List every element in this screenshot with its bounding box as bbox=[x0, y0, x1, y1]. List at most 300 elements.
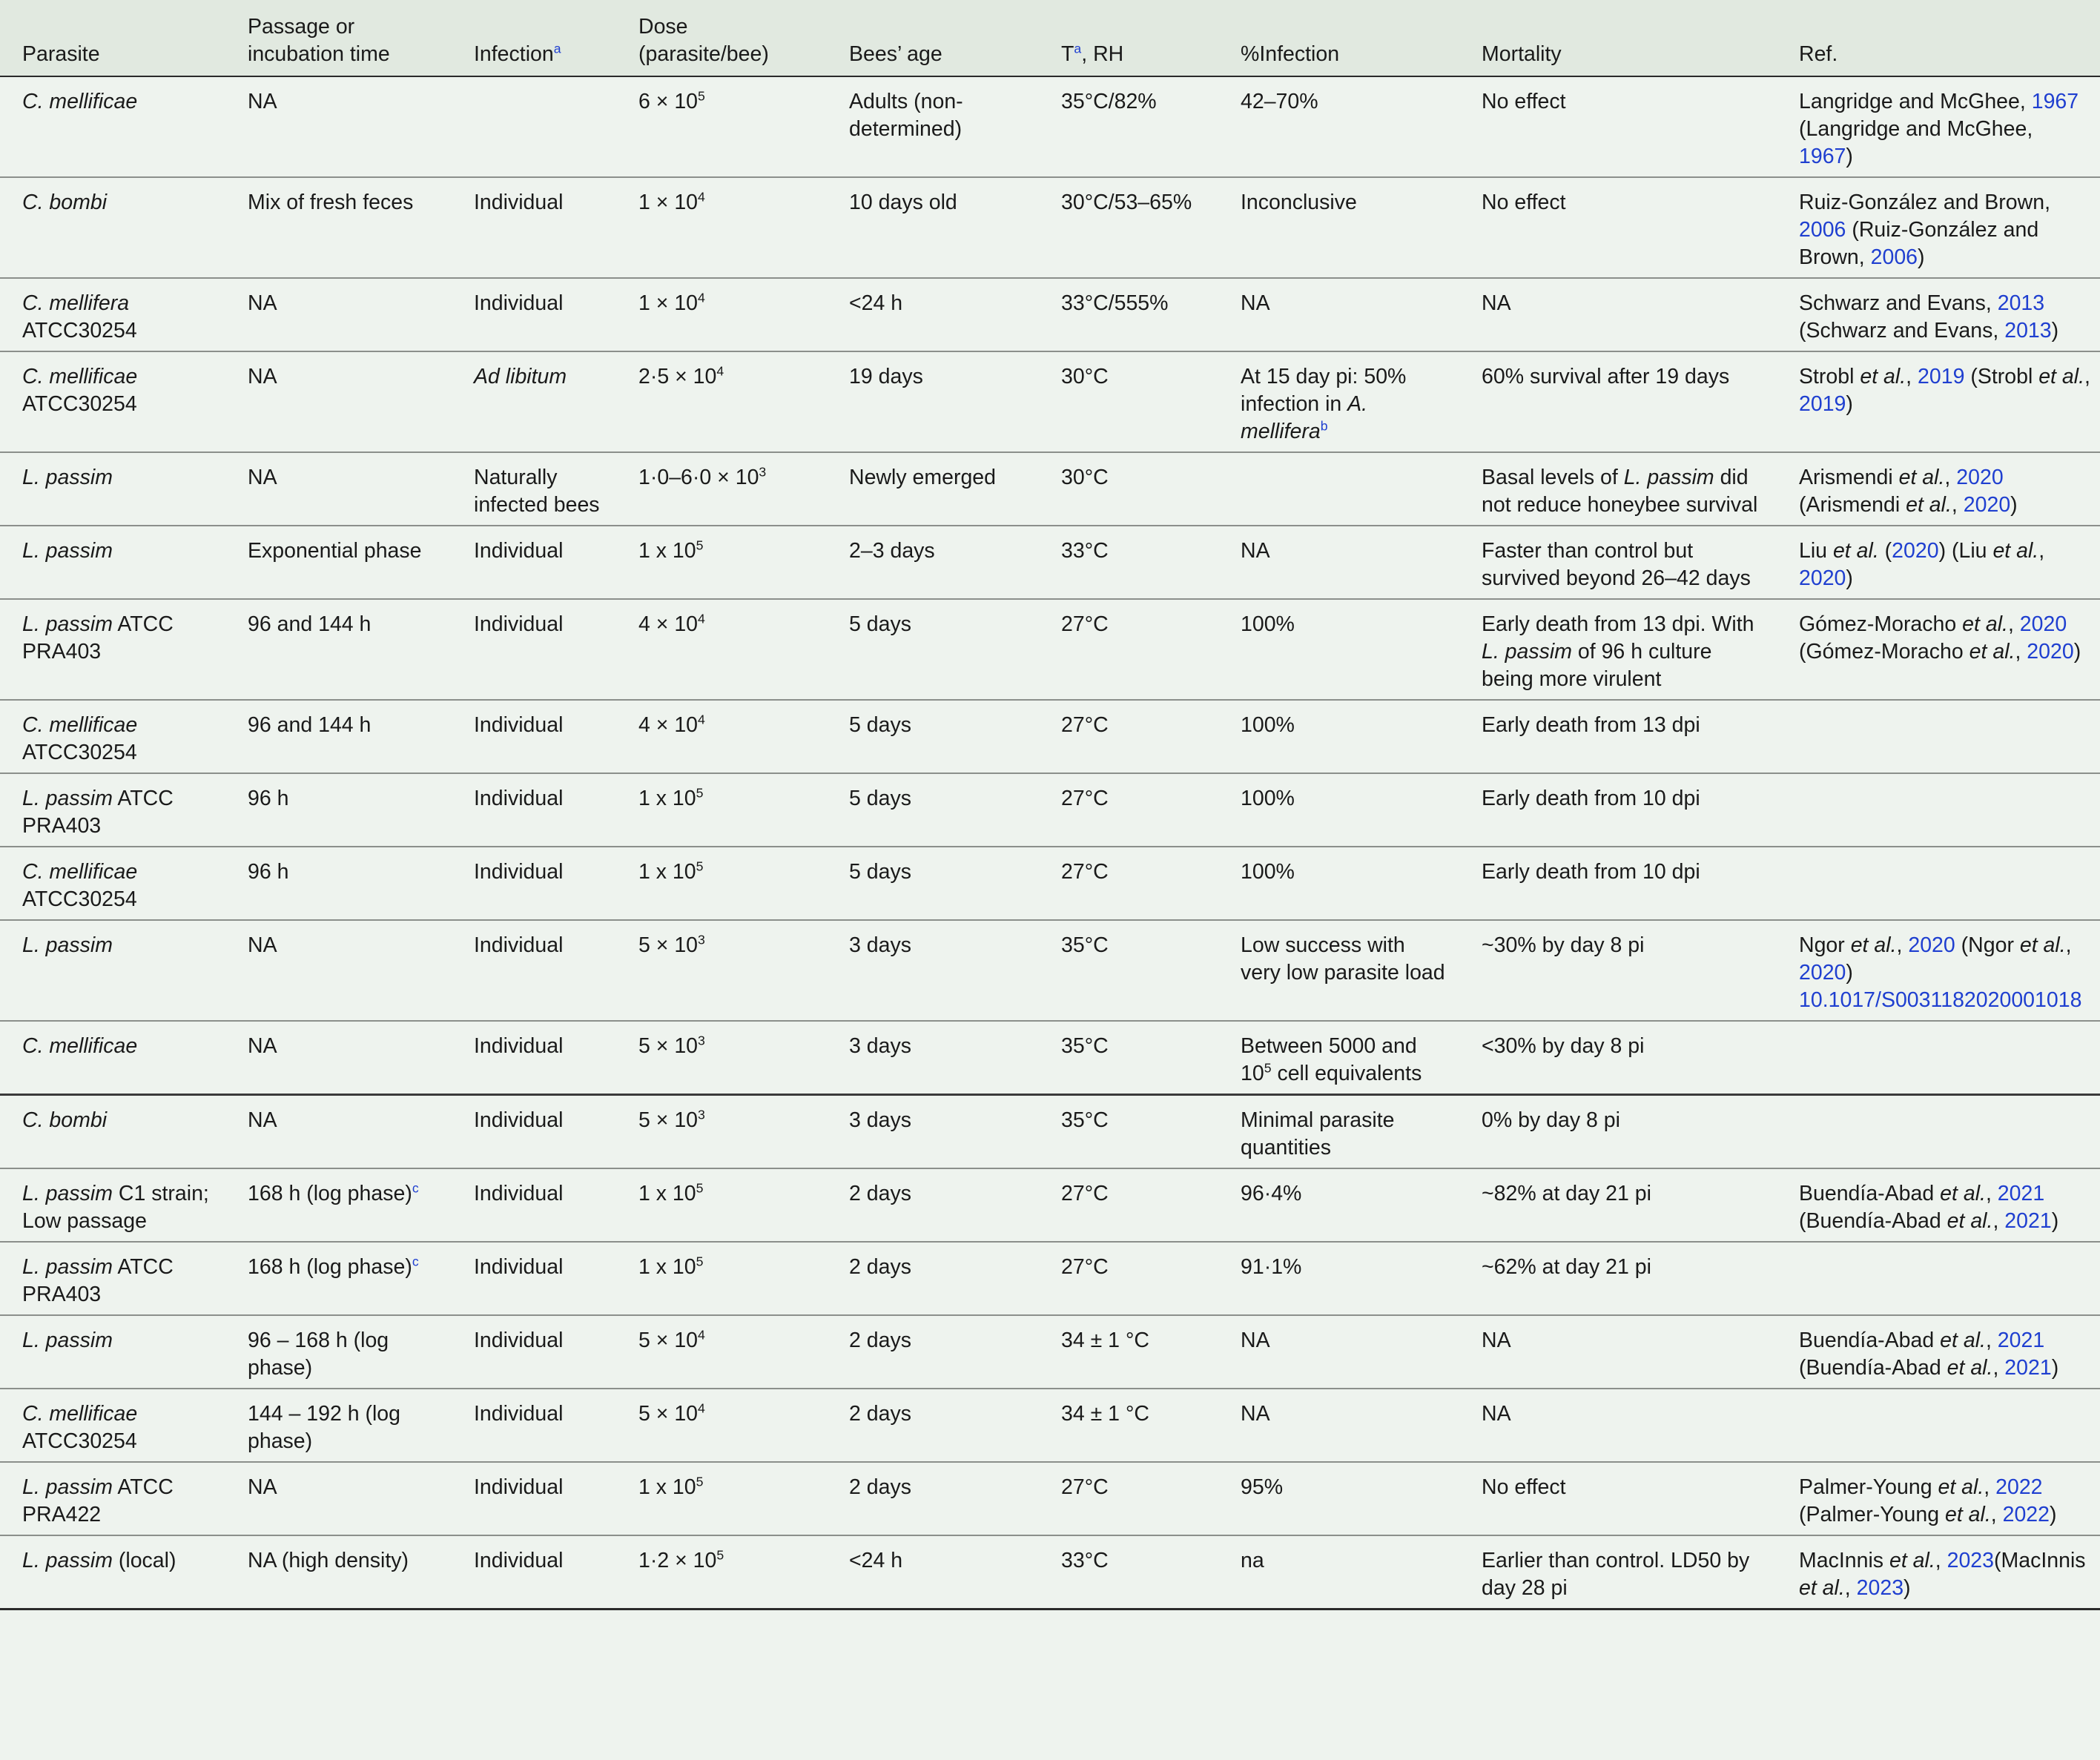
dose-exponent: 5 bbox=[698, 88, 705, 104]
percent-infection-text: NA bbox=[1241, 539, 1270, 563]
passage-text: 168 h (log phase) bbox=[248, 1255, 412, 1279]
ref-author: Buendía-Abad et al., bbox=[1799, 1329, 1998, 1352]
cell-infection bbox=[452, 177, 616, 278]
cell-ref bbox=[1777, 1389, 2100, 1462]
cell-temperature bbox=[1039, 920, 1218, 1021]
cell-dose bbox=[616, 1095, 827, 1169]
parasite-species: C. mellificae bbox=[22, 713, 138, 737]
et-al: et al. bbox=[1944, 1503, 1991, 1526]
col-dose: Dose (parasite/bee) bbox=[616, 0, 827, 76]
cell-percent-infection bbox=[1218, 452, 1459, 526]
ref-year-link[interactable]: 2006 bbox=[1799, 218, 1846, 242]
ref-author: Palmer-Young et al., bbox=[1799, 1475, 1996, 1499]
mortality-text: of 96 h culture being more virulent bbox=[1482, 640, 1712, 691]
table-row bbox=[0, 452, 2100, 526]
cell-parasite bbox=[0, 278, 225, 351]
ref-year-link[interactable]: 2019 bbox=[1799, 392, 1846, 416]
cell-temperature bbox=[1039, 1095, 1218, 1169]
ref-year-link[interactable]: 2020 bbox=[1799, 566, 1846, 590]
cell-mortality bbox=[1459, 1462, 1777, 1535]
cell-ref bbox=[1777, 773, 2100, 847]
bees-age-text: <24 h bbox=[849, 1549, 903, 1572]
passage-text: 96 and 144 h bbox=[248, 713, 372, 737]
infection-text: Individual bbox=[474, 1108, 564, 1132]
table-row bbox=[0, 773, 2100, 847]
dose-base: 1·0–6·0 × 10 bbox=[638, 466, 759, 489]
dose-base: 5 × 10 bbox=[638, 1329, 699, 1352]
cell-parasite bbox=[0, 599, 225, 700]
et-al: et al. bbox=[1906, 493, 1952, 517]
footnote-c-link[interactable]: c bbox=[412, 1254, 419, 1269]
cell-ref bbox=[1777, 1315, 2100, 1389]
bees-age-text: Newly emerged bbox=[849, 466, 996, 489]
ref-author: Buendía-Abad et al., bbox=[1799, 1182, 1998, 1205]
cell-age bbox=[827, 351, 1039, 452]
percent-infection-text: 100% bbox=[1241, 713, 1295, 737]
table-row bbox=[0, 1535, 2100, 1610]
ref-close: ) bbox=[2051, 1209, 2059, 1233]
cell-parasite bbox=[0, 1021, 225, 1095]
dose-exponent: 3 bbox=[759, 464, 767, 480]
passage-text: 96 – 168 h (log phase) bbox=[248, 1329, 389, 1380]
parasite-strain: C1 strain; Low passage bbox=[22, 1182, 209, 1233]
bees-age-text: 2 days bbox=[849, 1329, 911, 1352]
cell-temperature bbox=[1039, 526, 1218, 599]
ref-year-link[interactable]: 2019 bbox=[1918, 365, 1965, 388]
cell-ref bbox=[1777, 700, 2100, 773]
ref-year-link[interactable]: 2022 bbox=[1995, 1475, 2043, 1499]
bees-age-text: 3 days bbox=[849, 1034, 911, 1058]
table-header-row bbox=[0, 0, 2100, 76]
ref-author: Schwarz and Evans, bbox=[1799, 291, 1998, 315]
cell-infection bbox=[452, 526, 616, 599]
temperature-text: 35°C bbox=[1061, 933, 1109, 957]
col-mortality: Mortality bbox=[1459, 0, 1777, 76]
percent-infection-text: 100% bbox=[1241, 860, 1295, 884]
ref-year-link[interactable]: 2020 bbox=[2019, 612, 2067, 636]
table-row bbox=[0, 76, 2100, 177]
bees-age-text: 2 days bbox=[849, 1182, 911, 1205]
cell-passage bbox=[225, 351, 452, 452]
footnote-b-link[interactable]: b bbox=[1320, 418, 1328, 434]
cell-percent-infection bbox=[1218, 773, 1459, 847]
dose-base: 4 × 10 bbox=[638, 713, 699, 737]
cell-temperature bbox=[1039, 1462, 1218, 1535]
cell-age bbox=[827, 1315, 1039, 1389]
passage-text: 144 – 192 h (log phase) bbox=[248, 1402, 400, 1453]
mortality-text: No effect bbox=[1482, 1475, 1566, 1499]
cell-dose bbox=[616, 847, 827, 920]
species-italic: L. passim bbox=[1623, 466, 1714, 489]
cell-age bbox=[827, 278, 1039, 351]
ref-author: (Palmer-Young et al., bbox=[1799, 1503, 2003, 1526]
bees-age-text: 10 days old bbox=[849, 191, 957, 214]
cell-dose bbox=[616, 76, 827, 177]
dose-base: 5 × 10 bbox=[638, 1402, 699, 1426]
percent-infection-text: 91·1% bbox=[1241, 1255, 1302, 1279]
cell-ref bbox=[1777, 920, 2100, 1021]
cell-dose bbox=[616, 1021, 827, 1095]
cell-age bbox=[827, 700, 1039, 773]
dose-exponent: 4 bbox=[698, 1327, 705, 1343]
cell-infection bbox=[452, 599, 616, 700]
parasite-species: L. passim bbox=[22, 1329, 113, 1352]
cell-parasite bbox=[0, 1535, 225, 1610]
percent-infection-text: 100% bbox=[1241, 787, 1295, 810]
passage-text: NA bbox=[248, 365, 277, 388]
cell-temperature bbox=[1039, 1242, 1218, 1315]
cell-passage bbox=[225, 278, 452, 351]
parasite-species: C. mellificae bbox=[22, 365, 138, 388]
cell-infection bbox=[452, 847, 616, 920]
et-al: et al. bbox=[1940, 1329, 1986, 1352]
cell-mortality bbox=[1459, 1315, 1777, 1389]
cell-parasite bbox=[0, 526, 225, 599]
dose-base: 1 x 10 bbox=[638, 539, 696, 563]
temperature-text: 27°C bbox=[1061, 713, 1109, 737]
parasite-species: L. passim bbox=[22, 612, 113, 636]
cell-infection bbox=[452, 700, 616, 773]
ref-year-link[interactable]: 2020 bbox=[1799, 961, 1846, 985]
dose-base: 6 × 10 bbox=[638, 90, 699, 113]
cell-ref bbox=[1777, 1242, 2100, 1315]
cell-ref bbox=[1777, 1095, 2100, 1169]
ref-year-link[interactable]: 2013 bbox=[1997, 291, 2045, 315]
et-al: et al. bbox=[1898, 466, 1945, 489]
ref-author: (Strobl et al., bbox=[1964, 365, 2090, 388]
dose-exponent: 3 bbox=[698, 1033, 705, 1048]
percent-infection-text: At 15 day pi: 50% infection in bbox=[1241, 365, 1407, 416]
temperature-text: 27°C bbox=[1061, 1475, 1109, 1499]
parasite-strain: ATCC30254 bbox=[22, 1429, 137, 1453]
infection-text: Individual bbox=[474, 713, 564, 737]
ref-author: (Buendía-Abad et al., bbox=[1799, 1356, 2005, 1380]
cell-parasite bbox=[0, 1389, 225, 1462]
mortality-text: Basal levels of bbox=[1482, 466, 1624, 489]
cell-ref bbox=[1777, 847, 2100, 920]
ref-year-link[interactable]: 2021 bbox=[1997, 1329, 2045, 1352]
cell-temperature bbox=[1039, 847, 1218, 920]
passage-text: NA bbox=[248, 291, 277, 315]
dose-base: 1·2 × 10 bbox=[638, 1549, 717, 1572]
cell-dose bbox=[616, 1535, 827, 1610]
cell-age bbox=[827, 1168, 1039, 1242]
table-row bbox=[0, 1021, 2100, 1095]
ref-close: ) bbox=[1918, 245, 1925, 269]
dose-base: 1 × 10 bbox=[638, 291, 699, 315]
infection-text: Individual bbox=[474, 191, 564, 214]
cell-age bbox=[827, 1535, 1039, 1610]
cell-passage bbox=[225, 76, 452, 177]
dose-exponent: 4 bbox=[698, 1400, 705, 1416]
mortality-text: 60% survival after 19 days bbox=[1482, 365, 1730, 388]
bees-age-text: 2 days bbox=[849, 1255, 911, 1279]
mortality-text: NA bbox=[1482, 1329, 1511, 1352]
cell-age bbox=[827, 599, 1039, 700]
ref-year-link[interactable]: 1967 bbox=[2031, 90, 2079, 113]
percent-infection-text: 95% bbox=[1241, 1475, 1284, 1499]
ref-year-link[interactable]: 2022 bbox=[2002, 1503, 2050, 1526]
mortality-text: NA bbox=[1482, 1402, 1511, 1426]
passage-text: Mix of fresh feces bbox=[248, 191, 414, 214]
dose-exponent: 4 bbox=[698, 189, 705, 205]
temperature-text: 27°C bbox=[1061, 612, 1109, 636]
cell-mortality bbox=[1459, 452, 1777, 526]
parasite-strain: ATCC PRA403 bbox=[22, 1255, 174, 1306]
cell-temperature bbox=[1039, 599, 1218, 700]
temperature-text: 33°C bbox=[1061, 539, 1109, 563]
cell-mortality bbox=[1459, 1389, 1777, 1462]
cell-age bbox=[827, 177, 1039, 278]
cell-age bbox=[827, 76, 1039, 177]
cell-percent-infection bbox=[1218, 1315, 1459, 1389]
temperature-text: 35°C/82% bbox=[1061, 90, 1157, 113]
infection-text: Individual bbox=[474, 1402, 564, 1426]
bees-age-text: 5 days bbox=[849, 612, 911, 636]
cell-ref bbox=[1777, 351, 2100, 452]
cell-dose bbox=[616, 773, 827, 847]
ref-author: Ngor et al., bbox=[1799, 933, 1909, 957]
dose-base: 5 × 10 bbox=[638, 933, 699, 957]
passage-text: NA bbox=[248, 1034, 277, 1058]
cell-ref bbox=[1777, 1462, 2100, 1535]
percent-infection-text: na bbox=[1241, 1549, 1264, 1572]
percent-infection-text: Between 5000 and 10 bbox=[1241, 1034, 1417, 1085]
temperature-text: 27°C bbox=[1061, 787, 1109, 810]
cell-parasite bbox=[0, 1315, 225, 1389]
col-passage: Passage or incubation time bbox=[225, 0, 452, 76]
cell-age bbox=[827, 1462, 1039, 1535]
ref-close: ) bbox=[2073, 640, 2081, 664]
table-row bbox=[0, 920, 2100, 1021]
cell-parasite bbox=[0, 700, 225, 773]
temperature-text: 35°C bbox=[1061, 1034, 1109, 1058]
infection-text: Individual bbox=[474, 787, 564, 810]
ref-year-link[interactable]: 1967 bbox=[1799, 145, 1846, 168]
cell-mortality bbox=[1459, 1168, 1777, 1242]
cell-percent-infection bbox=[1218, 1168, 1459, 1242]
cell-temperature bbox=[1039, 76, 1218, 177]
percent-infection-text: NA bbox=[1241, 1402, 1270, 1426]
dose-base: 1 × 10 bbox=[638, 191, 699, 214]
cell-passage bbox=[225, 599, 452, 700]
dose-exponent: 4 bbox=[698, 611, 705, 626]
ref-author: (Gómez-Moracho et al., bbox=[1799, 640, 2027, 664]
passage-text: NA bbox=[248, 1475, 277, 1499]
ref-year-link[interactable]: 2006 bbox=[1870, 245, 1918, 269]
ref-author: (Langridge and McGhee, bbox=[1799, 117, 2033, 141]
cell-infection bbox=[452, 1168, 616, 1242]
et-al: et al. bbox=[1832, 539, 1879, 563]
infection-text: Individual bbox=[474, 612, 564, 636]
parasite-species: L. passim bbox=[22, 933, 113, 957]
ref-year-link[interactable]: 2020 bbox=[1908, 933, 1955, 957]
ref-close: ) bbox=[2010, 493, 2018, 517]
cell-dose bbox=[616, 1462, 827, 1535]
cell-passage bbox=[225, 177, 452, 278]
cell-passage bbox=[225, 1389, 452, 1462]
ref-year-link[interactable]: 2020 bbox=[1956, 466, 2004, 489]
species-italic: L. passim bbox=[1482, 640, 1572, 664]
infection-text: Naturally infected bees bbox=[474, 466, 600, 517]
cell-percent-infection bbox=[1218, 599, 1459, 700]
ref-author: Langridge and McGhee, bbox=[1799, 90, 2032, 113]
infection-text: Individual bbox=[474, 933, 564, 957]
ref-year-link[interactable]: 2023 bbox=[1856, 1576, 1904, 1600]
mortality-text: Faster than control but survived beyond 26–42 days bbox=[1482, 539, 1751, 590]
pct-exponent: 5 bbox=[1264, 1060, 1272, 1076]
species-italic: A. mellifera bbox=[1241, 392, 1368, 443]
et-al: et al. bbox=[1799, 1576, 1845, 1600]
table-row bbox=[0, 1168, 2100, 1242]
cell-parasite bbox=[0, 452, 225, 526]
cell-mortality bbox=[1459, 1095, 1777, 1169]
cell-dose bbox=[616, 1242, 827, 1315]
ref-author: (Arismendi et al., bbox=[1799, 493, 1964, 517]
ref-year-link[interactable]: 2021 bbox=[1997, 1182, 2045, 1205]
cell-age bbox=[827, 526, 1039, 599]
cell-dose bbox=[616, 278, 827, 351]
cell-infection bbox=[452, 1315, 616, 1389]
bees-age-text: 2 days bbox=[849, 1475, 911, 1499]
dose-exponent: 5 bbox=[696, 785, 704, 801]
cell-percent-infection bbox=[1218, 700, 1459, 773]
cell-percent-infection bbox=[1218, 1535, 1459, 1610]
cell-age bbox=[827, 1095, 1039, 1169]
ref-author: (Ngor et al., bbox=[1955, 933, 2072, 957]
mortality-text: ~30% by day 8 pi bbox=[1482, 933, 1645, 957]
parasite-strain: ATCC PRA403 bbox=[22, 787, 174, 838]
infection-text: Individual bbox=[474, 1034, 564, 1058]
ref-year-link[interactable]: 2013 bbox=[2004, 319, 2052, 343]
footnote-a-link[interactable]: a bbox=[1074, 41, 1082, 56]
bees-age-text: 3 days bbox=[849, 933, 911, 957]
table-row bbox=[0, 1095, 2100, 1169]
bees-age-text: 5 days bbox=[849, 713, 911, 737]
cell-age bbox=[827, 1389, 1039, 1462]
percent-infection-text: Minimal parasite quantities bbox=[1241, 1108, 1395, 1159]
passage-text: 168 h (log phase) bbox=[248, 1182, 412, 1205]
table-row bbox=[0, 700, 2100, 773]
cell-dose bbox=[616, 526, 827, 599]
cell-passage bbox=[225, 1095, 452, 1169]
dose-exponent: 5 bbox=[716, 1547, 724, 1563]
cell-age bbox=[827, 1242, 1039, 1315]
cell-infection bbox=[452, 1242, 616, 1315]
cell-passage bbox=[225, 1168, 452, 1242]
cell-mortality bbox=[1459, 351, 1777, 452]
bees-age-text: 2–3 days bbox=[849, 539, 935, 563]
parasite-species: L. passim bbox=[22, 787, 113, 810]
cell-infection bbox=[452, 1021, 616, 1095]
mortality-text: Early death from 10 dpi bbox=[1482, 860, 1700, 884]
dose-base: 2·5 × 10 bbox=[638, 365, 717, 388]
ref-author: ) (Liu et al., bbox=[1938, 539, 2045, 563]
dose-exponent: 5 bbox=[696, 1254, 704, 1269]
infection-text-italic: Ad libitum bbox=[474, 365, 567, 388]
temperature-text: 30°C bbox=[1061, 365, 1109, 388]
et-al: et al. bbox=[1962, 612, 2008, 636]
ref-author: Arismendi et al., bbox=[1799, 466, 1957, 489]
cell-mortality bbox=[1459, 1021, 1777, 1095]
mortality-text: 0% by day 8 pi bbox=[1482, 1108, 1620, 1132]
cell-passage bbox=[225, 773, 452, 847]
parasite-strain: ATCC30254 bbox=[22, 887, 137, 911]
parasite-strain: ATCC30254 bbox=[22, 392, 137, 416]
footnote-a-link[interactable]: a bbox=[553, 41, 561, 56]
col-parasite: Parasite bbox=[0, 0, 225, 76]
doi-link[interactable]: 10.1017/S0031182020001018 bbox=[1799, 988, 2082, 1012]
cell-passage bbox=[225, 847, 452, 920]
ref-year-link[interactable]: 2023 bbox=[1947, 1549, 1995, 1572]
dose-base: 1 x 10 bbox=[638, 1255, 696, 1279]
cell-parasite bbox=[0, 1095, 225, 1169]
footnote-c-link[interactable]: c bbox=[412, 1180, 419, 1196]
infection-text: Individual bbox=[474, 1329, 564, 1352]
mortality-text: ~62% at day 21 pi bbox=[1482, 1255, 1651, 1279]
ref-year-link[interactable]: 2020 bbox=[2027, 640, 2074, 664]
cell-passage bbox=[225, 1535, 452, 1610]
ref-year-link[interactable]: 2020 bbox=[1892, 539, 1939, 563]
cell-infection bbox=[452, 773, 616, 847]
passage-text: 96 h bbox=[248, 860, 289, 884]
table-row bbox=[0, 1462, 2100, 1535]
dose-base: 5 × 10 bbox=[638, 1034, 699, 1058]
infection-text: Individual bbox=[474, 291, 564, 315]
temperature-text: 30°C bbox=[1061, 466, 1109, 489]
col-bees-age: Bees’ age bbox=[827, 0, 1039, 76]
cell-percent-infection bbox=[1218, 1095, 1459, 1169]
et-al: et al. bbox=[2019, 933, 2066, 957]
cell-ref bbox=[1777, 1021, 2100, 1095]
ref-year-link[interactable]: 2021 bbox=[2004, 1209, 2052, 1233]
cell-temperature bbox=[1039, 452, 1218, 526]
cell-temperature bbox=[1039, 278, 1218, 351]
cell-percent-infection bbox=[1218, 1462, 1459, 1535]
parasite-strain: (local) bbox=[112, 1549, 176, 1572]
parasite-species: C. mellificae bbox=[22, 90, 138, 113]
cell-parasite bbox=[0, 177, 225, 278]
cell-ref bbox=[1777, 526, 2100, 599]
mortality-text: did not reduce honeybee survival bbox=[1482, 466, 1758, 517]
dose-base: 4 × 10 bbox=[638, 612, 699, 636]
cell-parasite bbox=[0, 1242, 225, 1315]
cell-ref bbox=[1777, 1535, 2100, 1610]
ref-close: ) bbox=[1846, 961, 1853, 985]
parasite-species: C. bombi bbox=[22, 1108, 108, 1132]
cell-mortality bbox=[1459, 847, 1777, 920]
cell-age bbox=[827, 847, 1039, 920]
temperature-text: 27°C bbox=[1061, 860, 1109, 884]
et-al: et al. bbox=[1947, 1356, 1993, 1380]
percent-infection-text: NA bbox=[1241, 1329, 1270, 1352]
cell-passage bbox=[225, 700, 452, 773]
cell-passage bbox=[225, 1242, 452, 1315]
ref-year-link[interactable]: 2021 bbox=[2004, 1356, 2052, 1380]
infection-text: Individual bbox=[474, 1255, 564, 1279]
temperature-text: 35°C bbox=[1061, 1108, 1109, 1132]
bees-age-text: 3 days bbox=[849, 1108, 911, 1132]
ref-close: ) bbox=[1846, 392, 1853, 416]
cell-ref bbox=[1777, 452, 2100, 526]
ref-year-link[interactable]: 2020 bbox=[1963, 493, 2011, 517]
cell-temperature bbox=[1039, 1021, 1218, 1095]
dose-exponent: 5 bbox=[696, 859, 704, 874]
col-ref: Ref. bbox=[1777, 0, 2100, 76]
cell-age bbox=[827, 1021, 1039, 1095]
cell-percent-infection bbox=[1218, 1389, 1459, 1462]
dose-exponent: 4 bbox=[698, 290, 705, 305]
